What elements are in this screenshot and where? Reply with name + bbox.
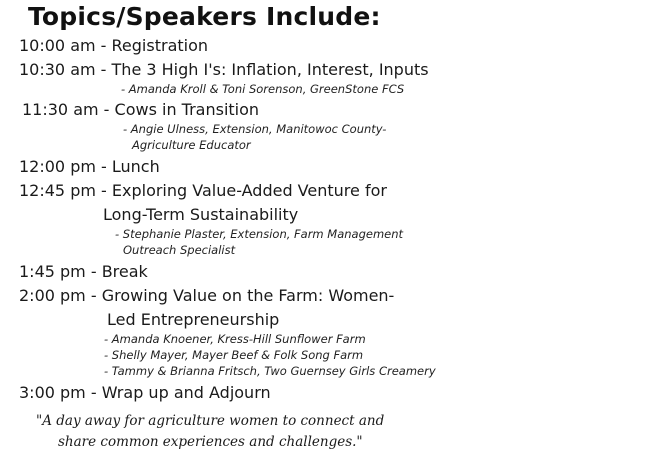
- schedule-wrap-up: 3:00 pm - Wrap up and Adjourn: [19, 383, 271, 402]
- schedule-growing-value: 2:00 pm - Growing Value on the Farm: Women-: [19, 286, 395, 305]
- schedule-high-is: 10:30 am - The 3 High I's: Inflation, Interest, Inputs: [19, 60, 429, 79]
- speaker-kroll-sorenson: - Amanda Kroll & Toni Sorenson, GreenStone FCS: [121, 82, 405, 96]
- schedule-value-added: 12:45 pm - Exploring Value-Added Venture for: [19, 181, 387, 200]
- speaker-ulness: - Angie Ulness, Extension, Manitowoc County-: [123, 122, 387, 136]
- schedule-registration: 10:00 am - Registration: [19, 36, 209, 55]
- quote-line-2: share common experiences and challenges.": [58, 434, 363, 450]
- speaker-knoener: - Amanda Knoener, Kress-Hill Sunflower Farm: [104, 332, 366, 346]
- agenda-heading: Topics/Speakers Include:: [28, 2, 381, 31]
- quote-line-1: "A day away for agriculture women to connect and: [36, 413, 385, 429]
- speaker-fritsch: - Tammy & Brianna Fritsch, Two Guernsey Girls Creamery: [104, 364, 436, 378]
- schedule-break: 1:45 pm - Break: [19, 262, 148, 281]
- schedule-cows-transition: 11:30 am - Cows in Transition: [22, 100, 260, 119]
- schedule-growing-value-cont: Led Entrepreneurship: [107, 310, 280, 329]
- speaker-mayer: - Shelly Mayer, Mayer Beef & Folk Song Farm: [104, 348, 364, 362]
- speaker-plaster-title: Outreach Specialist: [123, 243, 236, 257]
- schedule-value-added-cont: Long-Term Sustainability: [103, 205, 299, 224]
- speaker-ulness-title: Agriculture Educator: [132, 138, 251, 152]
- speaker-plaster: - Stephanie Plaster, Extension, Farm Management: [115, 227, 404, 241]
- schedule-lunch: 12:00 pm - Lunch: [19, 157, 160, 176]
